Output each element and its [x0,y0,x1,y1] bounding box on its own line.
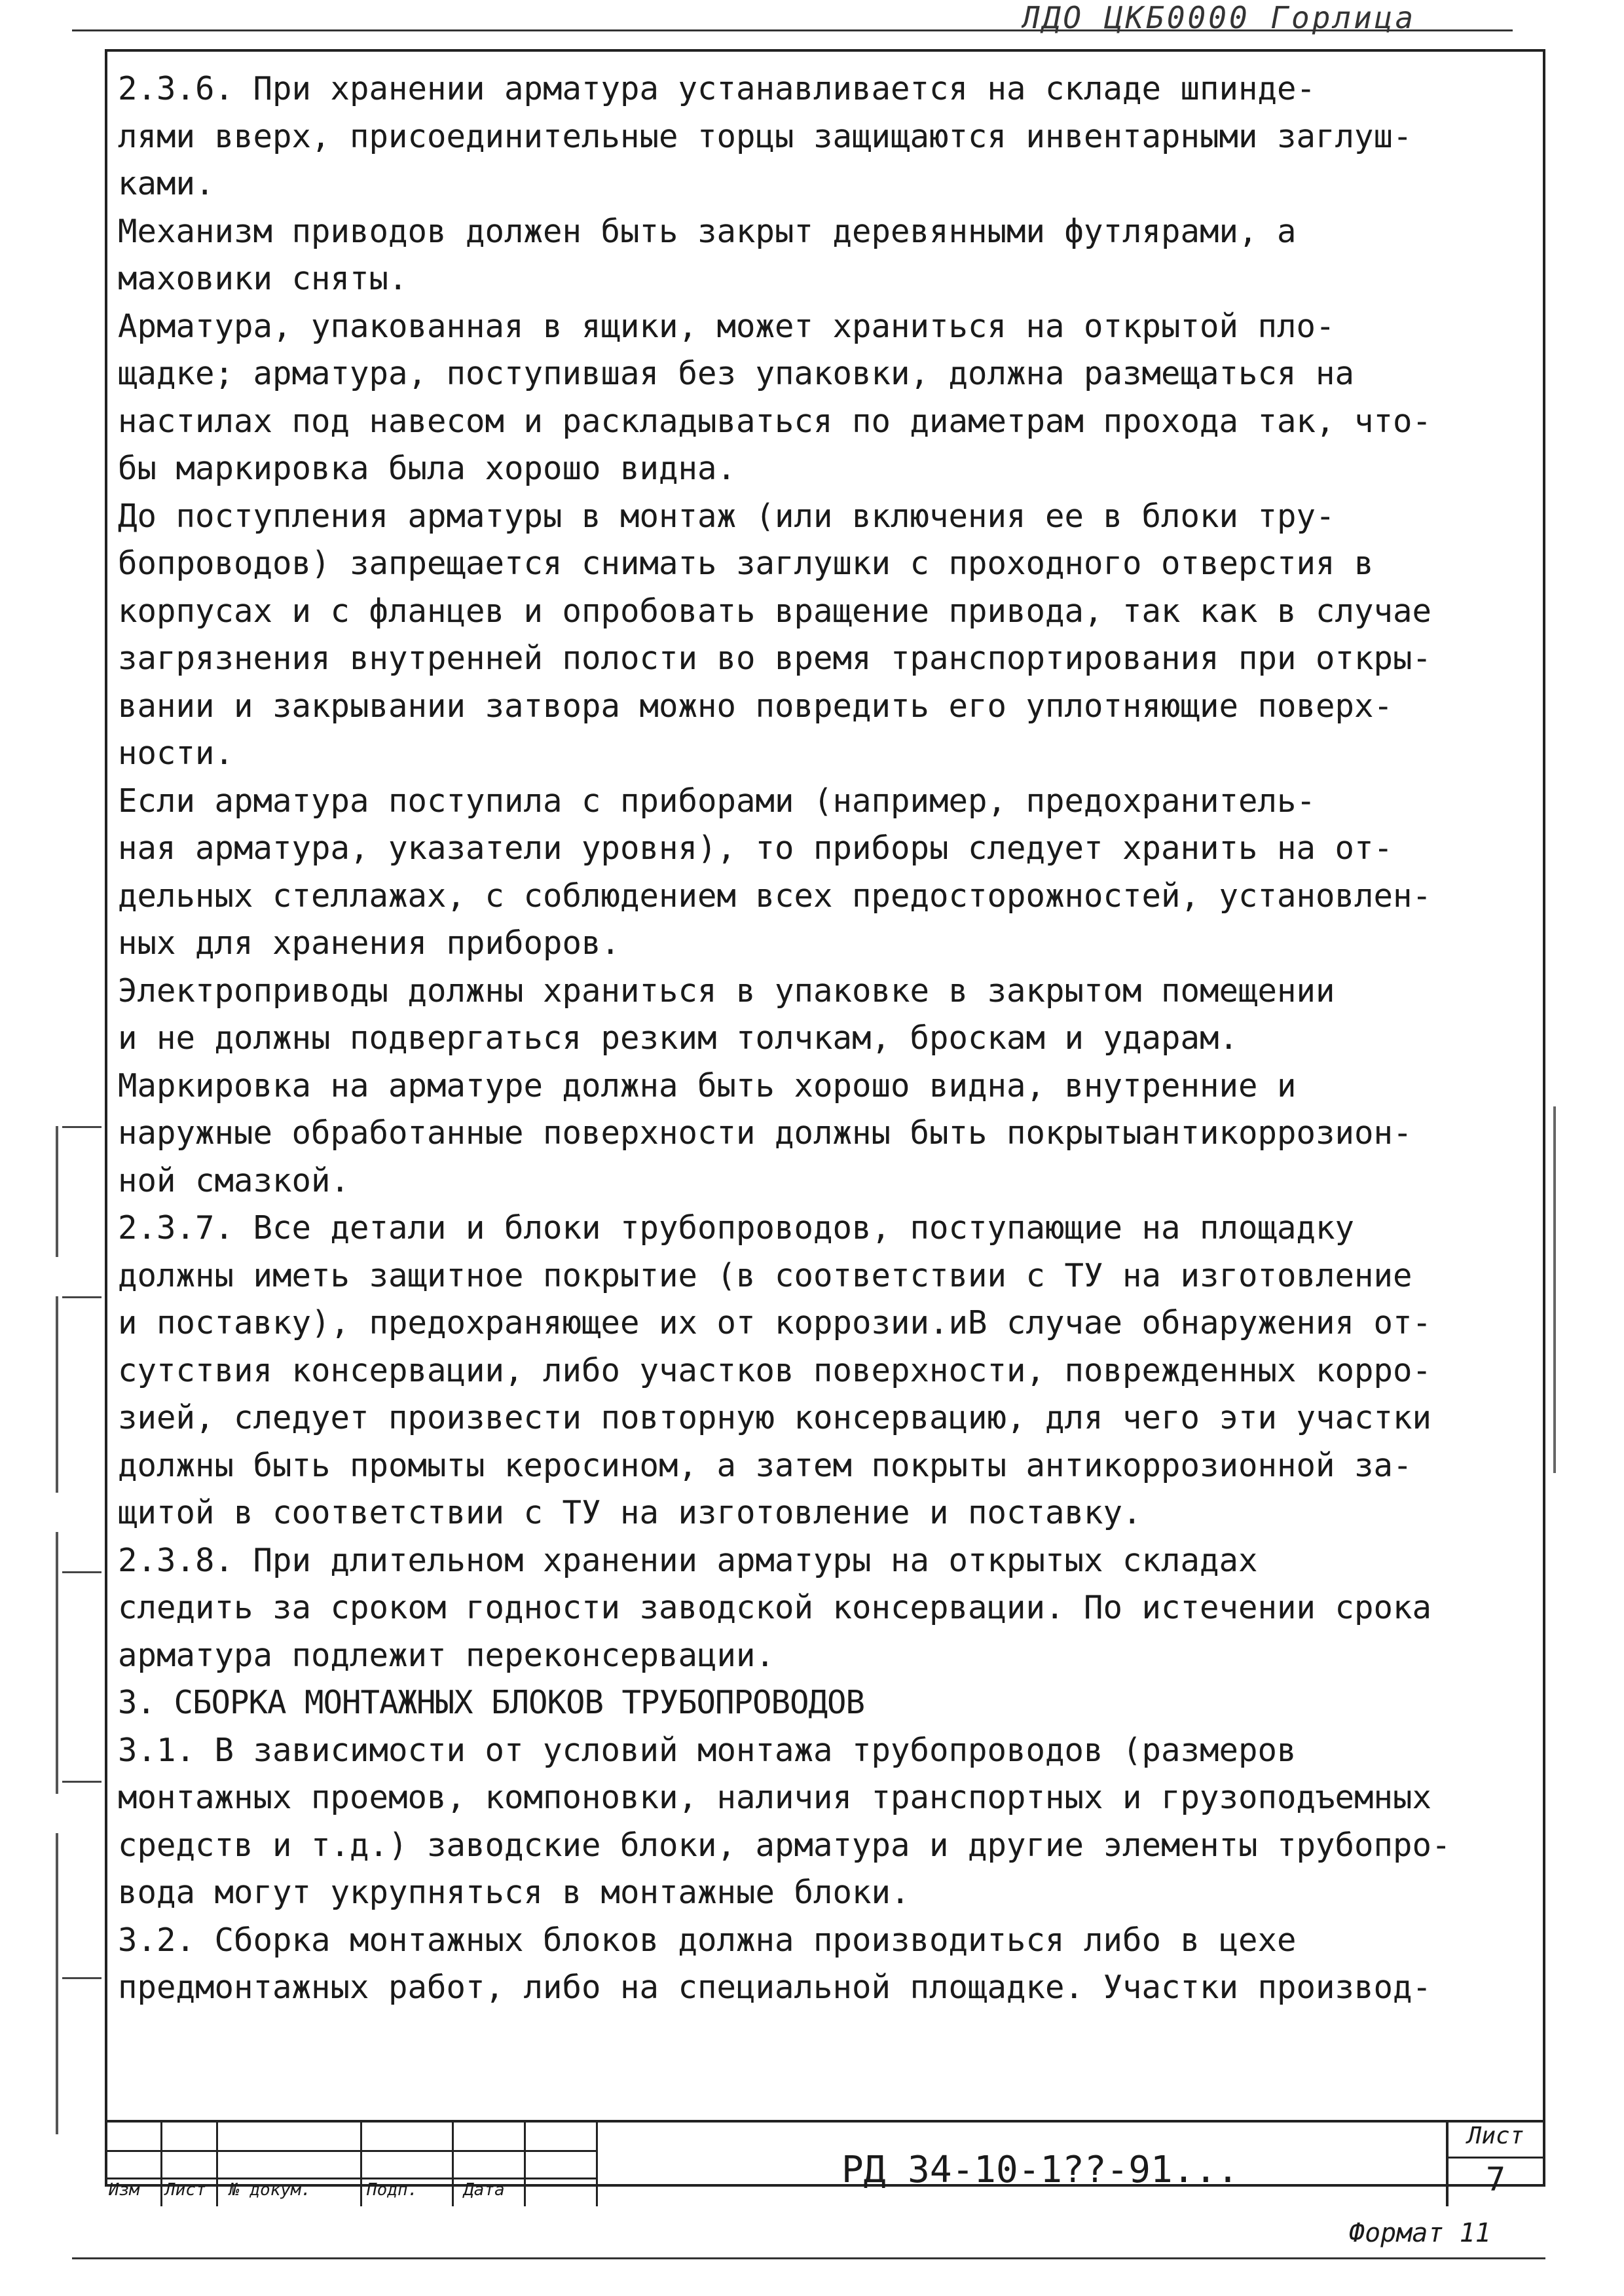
text-line: Если арматура поступила с приборами (например, предохранитель- [118,782,1316,820]
text-line: Электроприводы должны храниться в упаковке в закрытом помещении [118,972,1335,1010]
text-line: и поставку), предохраняющее их от коррозии.иВ случае обнаружения от- [118,1304,1432,1341]
format-label: Формат 11 [1349,2218,1491,2248]
text-line: настилах под навесом и раскладываться по диаметрам прохода так, что- [118,402,1432,440]
document-code: РД 34-10-1??-91... [841,2149,1239,2191]
text-line: Механизм приводов должен быть закрыт деревянными футлярами, а [118,212,1297,250]
text-line: 3.2. Сборка монтажных блоков должна производиться либо в цехе [118,1921,1297,1959]
label-date: Дата [464,2180,505,2200]
label-doc-number: № докум. [229,2180,312,2200]
sheet-box [1446,2123,1543,2206]
text-line: монтажных проемов, компоновки, наличия транспортных и грузоподъемных [118,1779,1432,1816]
text-line: ками. [118,165,215,202]
label-change: Изм [109,2180,139,2200]
bottom-rule [72,2257,1545,2259]
document-body [118,65,1526,2121]
header-note: ЛДО ЦКБ0000 Горлица [1022,0,1416,35]
text-line: загрязнения внутренней полости во время транспортирования при откры- [118,640,1432,677]
text-line: вании и закрывании затвора можно повредить его уплотняющие поверх- [118,687,1393,725]
text-line: и не должны подвергаться резким толчкам, броскам и ударам. [118,1019,1239,1057]
label-sheet: Лист [165,2180,206,2200]
sheet-number: 7 [1485,2160,1506,2198]
text-line: наружные обработанные поверхности должны быть покрытыантикоррозион- [118,1114,1412,1152]
text-line: бы маркировка была хорошо видна. [118,450,737,487]
text-line: ной смазкой. [118,1161,350,1199]
text-line: маховики сняты. [118,260,408,297]
text-line: 2.3.7. Все детали и блоки трубопроводов, поступающие на площадку [118,1209,1355,1247]
right-margin-mark [1553,1106,1556,1473]
label-signature: Подп. [367,2180,418,2200]
text-line: ная арматура, указатели уровня), то приборы следует хранить на от- [118,829,1393,867]
text-line: сутствия консервации, либо участков поверхности, поврежденных корро- [118,1351,1432,1389]
title-block [105,2120,1545,2206]
text-line: лями вверх, присоединительные торцы защищаются инвентарными заглуш- [118,117,1412,155]
text-line: 3.1. В зависимости от условий монтажа трубопроводов (размеров [118,1731,1297,1769]
text-line: вода могут укрупняться в монтажные блоки. [118,1874,910,1911]
text-line: корпусах и с фланцев и опробовать вращение привода, так как в случае [118,592,1432,630]
text-line: 2.3.8. При длительном хранении арматуры на открытых складах [118,1541,1258,1579]
text-line: Арматура, упакованная в ящики, может храниться на открытой пло- [118,307,1335,345]
text-line: арматура подлежит переконсервации. [118,1636,775,1674]
text-line: дельных стеллажах, с соблюдением всех предосторожностей, установлен- [118,877,1432,915]
text-line: средств и т.д.) заводские блоки, арматура и другие элементы трубопро- [118,1826,1451,1864]
text-line: бопроводов) запрещается снимать заглушки с проходного отверстия в [118,545,1374,582]
text-line: ности. [118,735,234,772]
binding-margin-marks [36,1126,82,2147]
section-heading: 3. СБОРКА МОНТАЖНЫХ БЛОКОВ ТРУБОПРОВОДОВ [118,1684,865,1721]
text-line: ных для хранения приборов. [118,924,621,962]
text-line: предмонтажных работ, либо на специальной площадке. Участки производ- [118,1969,1432,2006]
text-line: 2.3.6. При хранении арматура устанавливается на складе шпинде- [118,70,1316,107]
text-line: щадке; арматура, поступившая без упаковки, должна размещаться на [118,355,1355,392]
text-line: должны иметь защитное покрытие (в соответствии с ТУ на изготовление [118,1256,1412,1294]
text-line: следить за сроком годности заводской консервации. По истечении срока [118,1589,1432,1626]
text-line: Маркировка на арматуре должна быть хорошо видна, внутренние и [118,1066,1297,1104]
sheet-label: Лист [1449,2123,1543,2159]
revision-labels [105,2180,596,2206]
text-line: До поступления арматуры в монтаж (или включения ее в блоки тру- [118,497,1335,535]
text-line: щитой в соответствии с ТУ на изготовление и поставку. [118,1494,1142,1531]
text-line: должны быть промыты керосином, а затем покрыты антикоррозионной за- [118,1446,1412,1484]
text-line: зией, следует произвести повторную консервацию, для чего эти участки [118,1399,1432,1436]
